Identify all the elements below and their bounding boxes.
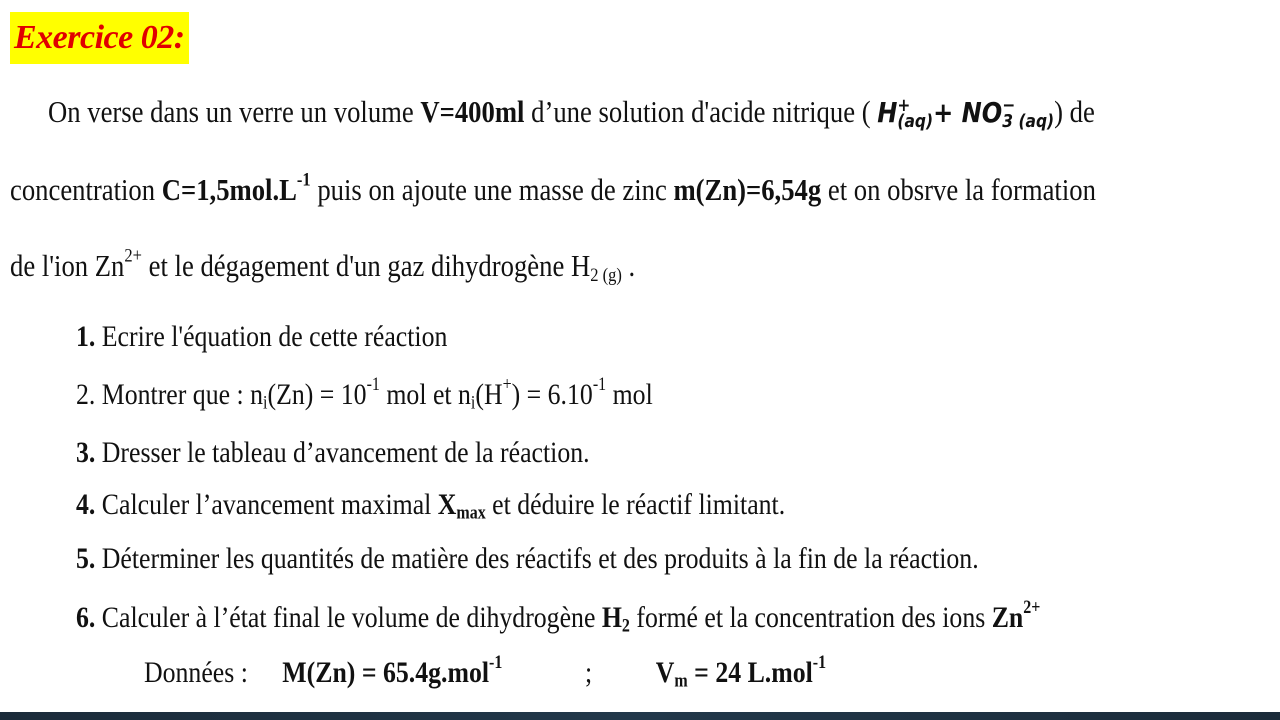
nitrate-ion: NO − 3 (aq) (961, 95, 1055, 132)
question-number: 5. (76, 542, 96, 575)
exercise-title: Exercice 02: (10, 12, 189, 64)
question-3: 3. Dresser le tableau d’avancement de la réaction. (76, 436, 590, 469)
question-number: 6. (76, 601, 96, 634)
plus-sign: + (933, 96, 962, 129)
volume-value: V=400ml (420, 94, 525, 129)
data-label: Données : (144, 656, 248, 689)
data-line (144, 652, 827, 692)
statement-line-3: de l'ion $Zn^{2+}$ et le dégagement d'un gaz dihydrogène $H_{2 (g)}$ . (10, 245, 636, 286)
statement-line-2: concentration $C=1,5mol.L^{-1}$ puis on ajoute une masse de zinc m(Zn)=6,54g et on obsrve la formation (10, 169, 1096, 207)
question-number: 4. (76, 488, 96, 521)
hydrogen-ion: H + (aq) (877, 95, 934, 132)
statement-text: ) de (1054, 94, 1095, 129)
question-1: 1. Ecrire l'équation de cette réaction (76, 320, 448, 353)
h2-symbol: $H_2$ (601, 601, 630, 637)
statement-line-1 (48, 94, 1095, 131)
question-2: 2. Montrer que : $n_i(Zn) = 10^{-1}$ mol et $n_i(H^+) = 6.10^{-1}$ mol (76, 374, 653, 414)
statement-text: d’une solution d'acide nitrique ( (524, 94, 878, 129)
question-number: 2. (76, 378, 96, 411)
question-6: 6. Calculer à l’état final le volume de dihydrogène $H_2$ formé et la concentration des ions $Zn^{2+}$ (76, 597, 1041, 637)
question-5: 5. Déterminer les quantités de matière des réactifs et des produits à la fin de la réaction. (76, 542, 979, 575)
question-number: 1. (76, 320, 96, 353)
bottom-bar (0, 712, 1280, 720)
molar-mass-value: M(Zn) = 65.4g.mol$^{-1}$ (282, 652, 503, 689)
molar-volume-value: $V_m = 24$ L.mol$^{-1}$ (655, 652, 827, 692)
concentration-value: $C=1,5mol.L^{-1}$ (161, 169, 311, 207)
xmax-symbol: $X_{max}$ (437, 488, 486, 524)
zinc-mass-value: m(Zn)=6,54g (673, 172, 822, 207)
statement-text: On verse dans un verre un volume (48, 94, 421, 129)
separator: ; (584, 656, 593, 689)
question-4: 4. Calculer l’avancement maximal $X_{max}$ et déduire le réactif limitant. (76, 488, 786, 524)
zn-ion-symbol: $Zn^{2+}$ (991, 597, 1041, 634)
question-number: 3. (76, 436, 96, 469)
